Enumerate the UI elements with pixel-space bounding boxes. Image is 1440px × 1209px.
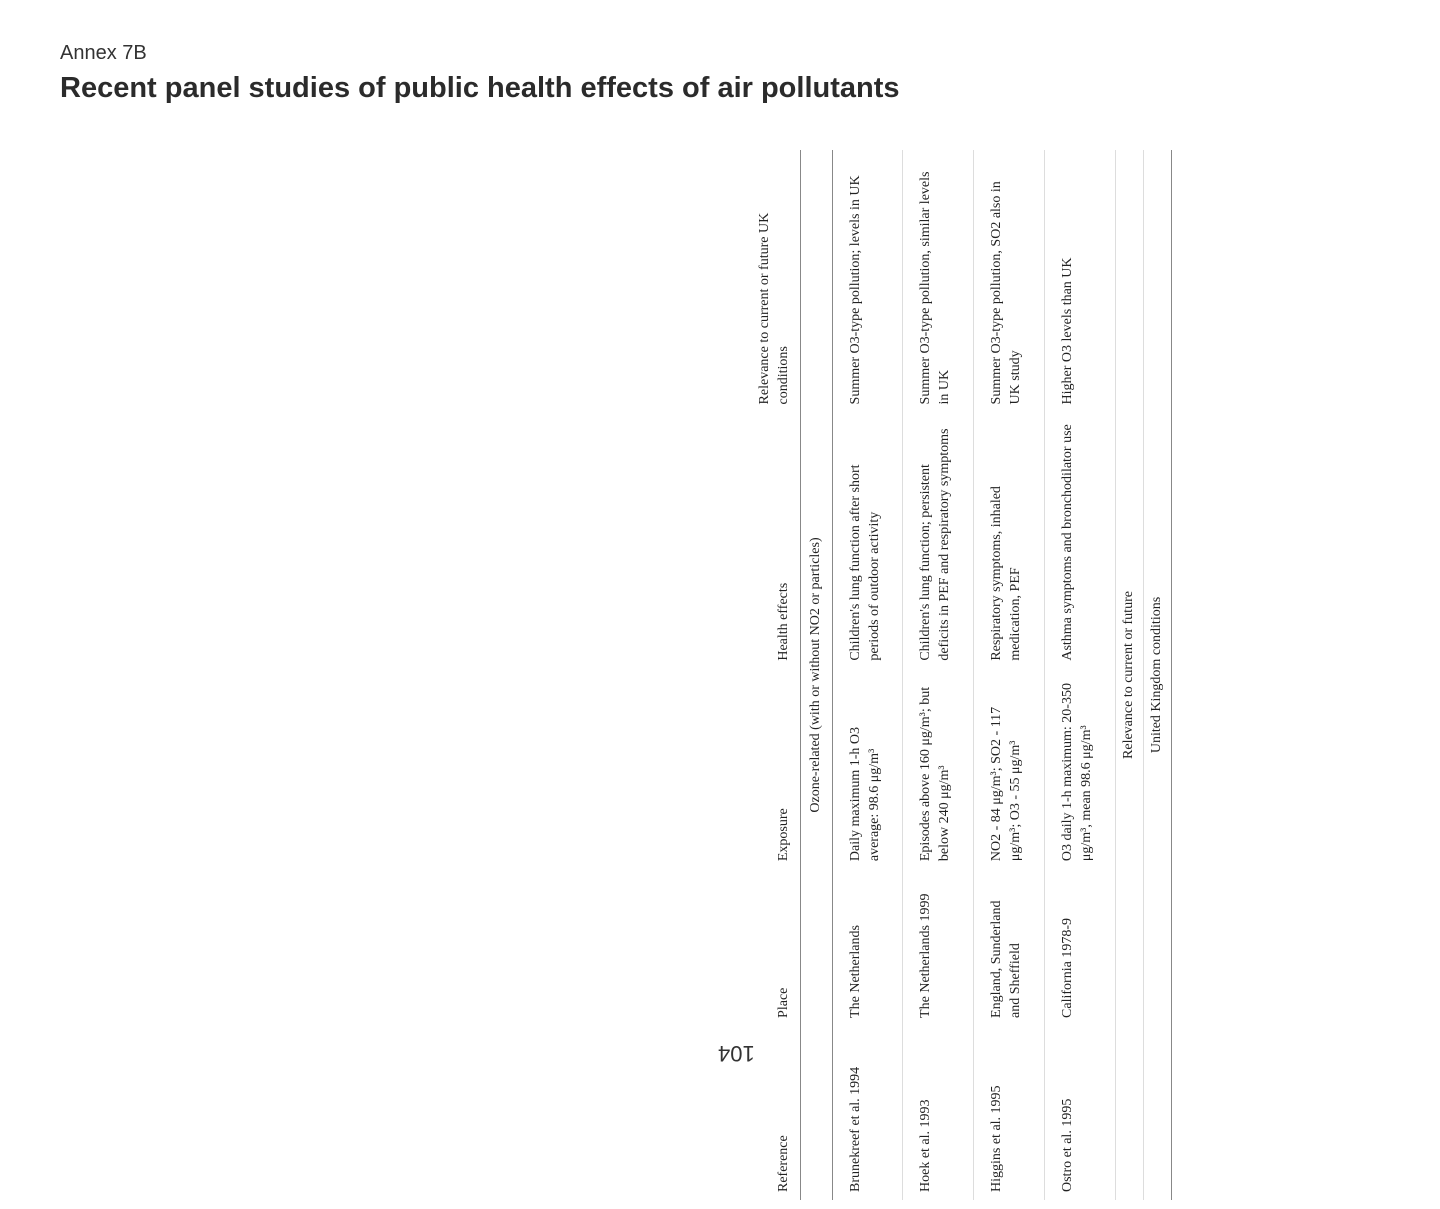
annex-label: Annex 7B bbox=[60, 42, 147, 64]
cell-remark: Summer O3-type pollution, similar levels in UK bbox=[903, 150, 974, 412]
cell-place: England, Sunderland and Sheffield bbox=[974, 869, 1045, 1026]
panel-studies-table bbox=[750, 150, 1172, 1200]
cell-remark: Summer O3-type pollution, SO2 also in UK study bbox=[974, 150, 1045, 412]
cell-health: Respiratory symptoms, inhaled medication, PEF bbox=[974, 412, 1045, 668]
section-row bbox=[800, 150, 832, 1200]
cell-exposure: O3 daily 1-h maximum: 20-350 μg/m³, mean 98.6 μg/m³ bbox=[1045, 669, 1116, 869]
column-header-relevance: Relevance to current or future UK conditions bbox=[750, 150, 800, 412]
column-header-reference: Reference bbox=[750, 1026, 800, 1200]
cell-reference: Ostro et al. 1995 bbox=[1045, 1026, 1116, 1200]
cell-remark: Higher O3 levels than UK bbox=[1045, 150, 1116, 412]
table-row bbox=[903, 150, 974, 1200]
cell-reference: Hoek et al. 1993 bbox=[903, 1026, 974, 1200]
cell-health: Children's lung function after short periods of outdoor activity bbox=[832, 412, 903, 668]
section-label: Ozone-related (with or without NO2 or particles) bbox=[800, 150, 832, 1200]
column-header-health-effects: Health effects bbox=[750, 412, 800, 668]
page-number: 104 bbox=[718, 1041, 755, 1066]
table-row bbox=[974, 150, 1045, 1200]
column-header-exposure: Exposure bbox=[750, 669, 800, 869]
caption-sub: Relevance to current or future bbox=[1115, 150, 1143, 1200]
table-row bbox=[832, 150, 903, 1200]
cell-remark: Summer O3-type pollution; levels in UK bbox=[832, 150, 903, 412]
cell-reference: Brunekreef et al. 1994 bbox=[832, 1026, 903, 1200]
cell-place: The Netherlands 1999 bbox=[903, 869, 974, 1026]
column-header-place: Place bbox=[750, 869, 800, 1026]
cell-exposure: Daily maximum 1-h O3 average: 98.6 μg/m³ bbox=[832, 669, 903, 869]
cell-place: California 1978-9 bbox=[1045, 869, 1116, 1026]
rotated-table-container bbox=[60, 150, 1164, 1200]
page-title: Recent panel studies of public health effects of air pollutants bbox=[60, 72, 900, 104]
rotated-table-inner bbox=[750, 150, 1440, 1200]
cell-exposure: NO2 - 84 μg/m³; SO2 - 117 μg/m³; O3 - 55 μg/m³ bbox=[974, 669, 1045, 869]
cell-exposure: Episodes above 160 μg/m³; but below 240 μg/m³ bbox=[903, 669, 974, 869]
cell-place: The Netherlands bbox=[832, 869, 903, 1026]
table-row bbox=[1045, 150, 1116, 1200]
caption-main: United Kingdom conditions bbox=[1143, 150, 1171, 1200]
cell-health: Asthma symptoms and bronchodilator use bbox=[1045, 412, 1116, 668]
cell-health: Children's lung function; persistent deficits in PEF and respiratory symptoms bbox=[903, 412, 974, 668]
cell-reference: Higgins et al. 1995 bbox=[974, 1026, 1045, 1200]
